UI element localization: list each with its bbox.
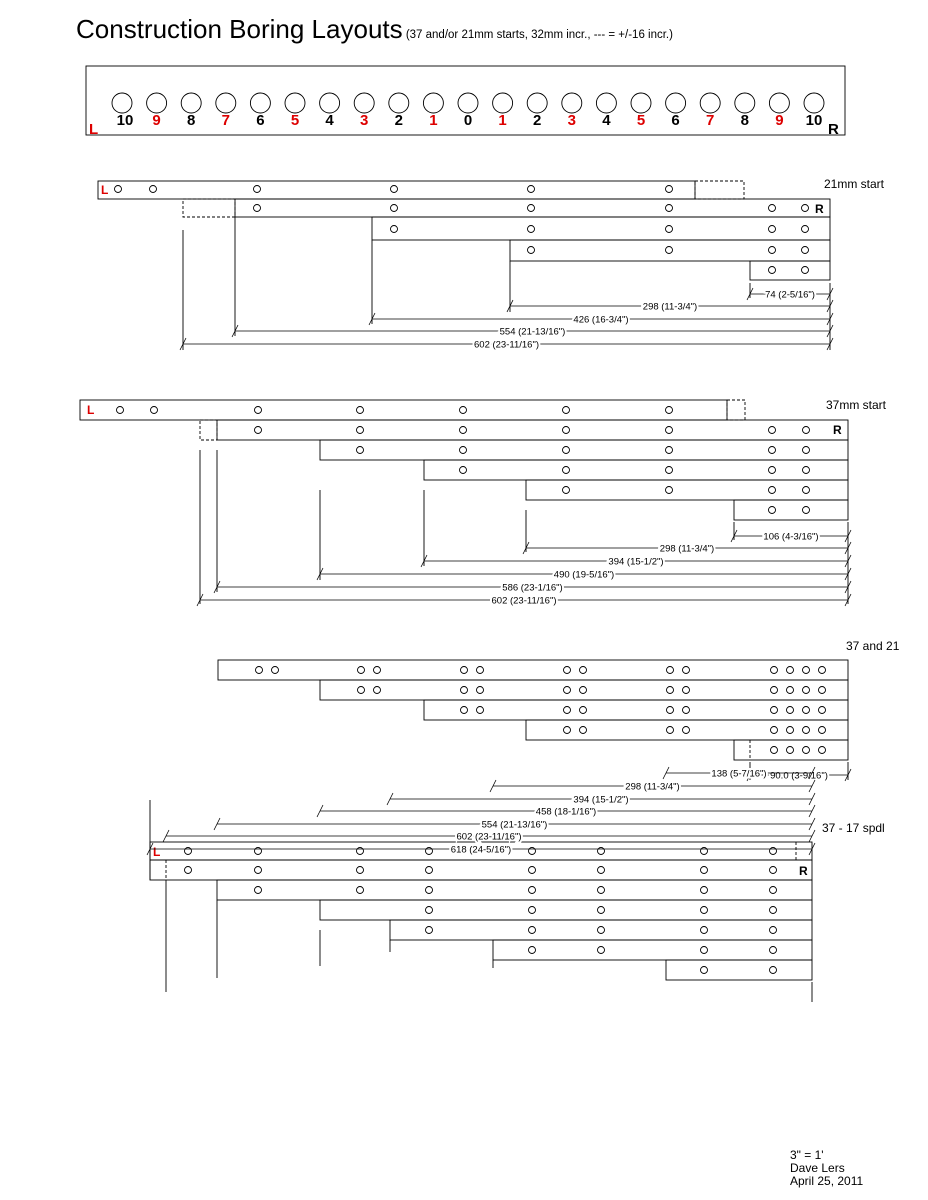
- bore-hole: [115, 186, 122, 193]
- drawing-notes: [790, 1149, 863, 1188]
- bore-hole: [529, 947, 536, 954]
- bore-hole: [147, 93, 167, 113]
- dimension-label: 426 (16-3/4"): [573, 314, 629, 326]
- dimension-label: 554 (21-13/16"): [499, 326, 566, 338]
- bore-hole: [769, 205, 776, 212]
- bore-hole: [255, 848, 262, 855]
- bore-hole: [426, 907, 433, 914]
- right-side-label: R: [799, 864, 808, 878]
- bore-hole: [666, 447, 673, 454]
- bore-hole: [701, 907, 708, 914]
- bore-hole: [769, 487, 776, 494]
- bore-hole: [426, 848, 433, 855]
- bore-hole: [802, 267, 809, 274]
- bore-hole: [461, 707, 468, 714]
- panel-strip: [734, 740, 848, 760]
- bore-hole: [819, 747, 826, 754]
- scale-number: 2: [394, 112, 403, 129]
- dimension-label: 394 (15-1/2"): [573, 794, 629, 806]
- dimension-label: 298 (11-3/4"): [625, 781, 680, 793]
- bore-hole: [667, 707, 674, 714]
- dimension-label: 554 (21-13/16"): [481, 819, 548, 831]
- dimension-label: 74 (2-5/16"): [765, 289, 815, 301]
- author-note: Dave Lers: [790, 1161, 845, 1175]
- bore-hole: [803, 487, 810, 494]
- bore-hole: [254, 205, 261, 212]
- dashed-extension: [695, 181, 744, 199]
- scale-number: 6: [671, 112, 680, 129]
- bore-hole: [528, 226, 535, 233]
- panel-strip: [217, 880, 812, 900]
- scale-bar: [86, 66, 845, 138]
- bore-hole: [357, 867, 364, 874]
- dashed-extension: [727, 400, 745, 420]
- bore-hole: [563, 467, 570, 474]
- panel-strip: [320, 680, 848, 700]
- scale-number: 9: [152, 112, 161, 129]
- scale-number: 0: [463, 112, 473, 129]
- bore-hole: [357, 427, 364, 434]
- bore-hole: [598, 947, 605, 954]
- bore-hole: [770, 907, 777, 914]
- bore-hole: [802, 226, 809, 233]
- panel-strip: [217, 420, 848, 440]
- panel-strip: [526, 720, 848, 740]
- bore-hole: [666, 205, 673, 212]
- bore-hole: [580, 727, 587, 734]
- dimension-label: 106 (4-3/16"): [763, 531, 819, 543]
- bore-hole: [803, 747, 810, 754]
- bore-hole: [683, 687, 690, 694]
- bore-hole: [701, 947, 708, 954]
- bore-hole: [683, 727, 690, 734]
- panel-strip: [98, 181, 695, 199]
- bore-hole: [771, 727, 778, 734]
- bore-hole: [701, 867, 708, 874]
- panel-strip: [320, 900, 812, 920]
- bore-hole: [529, 848, 536, 855]
- bore-hole: [493, 93, 513, 113]
- bore-hole: [527, 93, 547, 113]
- scale-number: 1: [429, 112, 438, 129]
- bore-hole: [666, 186, 673, 193]
- dimension-label: 394 (15-1/2"): [608, 556, 664, 568]
- bore-hole: [819, 727, 826, 734]
- panel-strip: [424, 700, 848, 720]
- dimension-label: 602 (23-11/16"): [491, 595, 557, 607]
- bore-hole: [374, 687, 381, 694]
- bore-hole: [458, 93, 478, 113]
- bore-hole: [787, 727, 794, 734]
- bore-hole: [528, 205, 535, 212]
- bore-hole: [580, 667, 587, 674]
- bore-hole: [391, 186, 398, 193]
- bore-hole: [771, 747, 778, 754]
- dimension-label: 602 (23-11/16"): [474, 339, 539, 351]
- bore-hole: [819, 707, 826, 714]
- bore-hole: [357, 887, 364, 894]
- bore-hole: [250, 93, 270, 113]
- bore-hole: [598, 848, 605, 855]
- bore-hole: [666, 427, 673, 434]
- bore-hole: [598, 887, 605, 894]
- scale-number: 8: [187, 112, 196, 129]
- bore-hole: [787, 707, 794, 714]
- bore-hole: [460, 407, 467, 414]
- bore-hole: [563, 427, 570, 434]
- bore-hole: [426, 927, 433, 934]
- bore-hole: [255, 887, 262, 894]
- bore-hole: [769, 447, 776, 454]
- bore-hole: [769, 226, 776, 233]
- bore-hole: [770, 867, 777, 874]
- dashed-extension: [183, 199, 235, 217]
- bore-hole: [770, 927, 777, 934]
- bore-hole: [563, 407, 570, 414]
- scale-number: 4: [602, 112, 611, 129]
- left-side-label: L: [153, 845, 161, 859]
- scale-number: 10: [116, 112, 134, 129]
- bore-hole: [771, 687, 778, 694]
- bore-hole: [150, 186, 157, 193]
- bore-hole: [272, 667, 279, 674]
- bore-hole: [528, 247, 535, 254]
- bore-hole: [461, 687, 468, 694]
- bore-hole: [529, 907, 536, 914]
- bore-hole: [819, 687, 826, 694]
- panel-strip: [424, 460, 848, 480]
- panel-strip: [734, 500, 848, 520]
- bore-hole: [477, 667, 484, 674]
- bore-hole: [769, 507, 776, 514]
- bore-hole: [769, 467, 776, 474]
- left-side-label: L: [101, 183, 109, 197]
- bore-hole: [803, 467, 810, 474]
- bore-hole: [701, 887, 708, 894]
- bore-hole: [683, 667, 690, 674]
- section-37-17-spindle: [147, 767, 885, 1002]
- bore-hole: [564, 727, 571, 734]
- bore-hole: [770, 967, 777, 974]
- bore-hole: [460, 447, 467, 454]
- bore-hole: [666, 247, 673, 254]
- bore-hole: [391, 226, 398, 233]
- bore-hole: [580, 687, 587, 694]
- scale-number: 9: [775, 112, 784, 129]
- section-label: 37 and 21: [846, 639, 900, 653]
- section-21mm-start: [98, 177, 885, 351]
- right-side-label: R: [815, 202, 824, 216]
- section-37-and-21: [218, 639, 900, 782]
- bore-hole: [562, 93, 582, 113]
- bore-hole: [802, 205, 809, 212]
- right-side-label: R: [833, 423, 842, 437]
- bore-hole: [563, 487, 570, 494]
- panel-strip: [150, 860, 812, 880]
- bore-hole: [787, 687, 794, 694]
- bore-hole: [564, 667, 571, 674]
- left-side-label: L: [87, 403, 95, 417]
- title-subtitle: (37 and/or 21mm starts, 32mm incr., --- = +/-16 incr.): [402, 29, 673, 41]
- bore-hole: [770, 947, 777, 954]
- scale-number: 10: [805, 112, 823, 129]
- scale-number: 3: [567, 112, 576, 129]
- bore-hole: [112, 93, 132, 113]
- dimension-label: 90.0 (3-9/16"): [770, 770, 828, 782]
- bore-hole: [528, 186, 535, 193]
- bore-hole: [769, 93, 789, 113]
- scale-number: 5: [290, 112, 300, 129]
- bore-hole: [771, 667, 778, 674]
- bore-hole: [460, 427, 467, 434]
- dimension-label: 298 (11-3/4"): [659, 543, 715, 555]
- bore-hole: [461, 667, 468, 674]
- bore-hole: [254, 186, 261, 193]
- right-side-label: R: [828, 121, 839, 138]
- dimension-label: 138 (5-7/16"): [711, 768, 767, 780]
- scale-number: 7: [706, 112, 715, 129]
- bore-hole: [803, 707, 810, 714]
- panel-strip: [390, 920, 812, 940]
- scale-number: 6: [256, 112, 265, 129]
- bore-hole: [117, 407, 124, 414]
- bore-hole: [285, 93, 305, 113]
- scale-number: 2: [533, 112, 542, 129]
- bore-hole: [666, 226, 673, 233]
- bore-hole: [701, 967, 708, 974]
- bore-hole: [803, 427, 810, 434]
- scale-number: 5: [636, 112, 646, 129]
- panel-strip: [493, 940, 812, 960]
- bore-hole: [358, 687, 365, 694]
- bore-hole: [358, 667, 365, 674]
- scale-number: 8: [740, 112, 749, 129]
- dimension-label: 490 (19-5/16"): [553, 569, 615, 581]
- bore-hole: [596, 93, 616, 113]
- bore-hole: [320, 93, 340, 113]
- bore-hole: [181, 93, 201, 113]
- bore-hole: [151, 407, 158, 414]
- panel-strip: [218, 660, 848, 680]
- left-side-label: L: [89, 121, 99, 138]
- section-37mm-start: [80, 398, 887, 607]
- bore-hole: [256, 667, 263, 674]
- bore-hole: [357, 407, 364, 414]
- bore-hole: [426, 867, 433, 874]
- bore-hole: [770, 887, 777, 894]
- bore-hole: [354, 93, 374, 113]
- bore-hole: [804, 93, 824, 113]
- bore-hole: [803, 687, 810, 694]
- scale-number: 4: [325, 112, 334, 129]
- bore-hole: [666, 407, 673, 414]
- title-main: Construction Boring Layouts: [76, 14, 403, 44]
- bore-hole: [357, 848, 364, 855]
- bore-hole: [529, 867, 536, 874]
- bore-hole: [529, 887, 536, 894]
- panel-strip: [372, 217, 830, 240]
- bore-hole: [769, 427, 776, 434]
- bore-hole: [477, 687, 484, 694]
- bore-hole: [255, 407, 262, 414]
- panel-strip: [750, 261, 830, 280]
- bore-hole: [666, 487, 673, 494]
- bore-hole: [564, 707, 571, 714]
- bore-hole: [389, 93, 409, 113]
- bore-hole: [391, 205, 398, 212]
- panel-strip: [80, 400, 727, 420]
- panel-strip: [235, 199, 830, 217]
- bore-hole: [803, 507, 810, 514]
- dimension-label: 602 (23-11/16"): [456, 831, 522, 843]
- bore-hole: [563, 447, 570, 454]
- scale-number: 3: [360, 112, 369, 129]
- bore-hole: [666, 93, 686, 113]
- bore-hole: [423, 93, 443, 113]
- scale-note: 3" = 1': [790, 1148, 824, 1162]
- bore-hole: [683, 707, 690, 714]
- bore-hole: [580, 707, 587, 714]
- section-label: 37mm start: [826, 398, 887, 412]
- bore-hole: [255, 867, 262, 874]
- bore-hole: [667, 727, 674, 734]
- bore-hole: [769, 247, 776, 254]
- section-label: 37 - 17 spdl: [822, 821, 885, 835]
- bore-hole: [701, 927, 708, 934]
- bore-hole: [564, 687, 571, 694]
- scale-number: 1: [498, 112, 507, 129]
- bore-hole: [255, 427, 262, 434]
- bore-hole: [819, 667, 826, 674]
- bore-hole: [598, 867, 605, 874]
- panel-strip: [526, 480, 848, 500]
- bore-hole: [803, 667, 810, 674]
- bore-hole: [374, 667, 381, 674]
- bore-hole: [700, 93, 720, 113]
- date-note: April 25, 2011: [790, 1174, 864, 1188]
- bore-hole: [426, 887, 433, 894]
- dimension-label: 586 (23-1/16"): [502, 582, 563, 594]
- bore-hole: [185, 867, 192, 874]
- bore-hole: [769, 267, 776, 274]
- bore-hole: [598, 927, 605, 934]
- bore-hole: [666, 467, 673, 474]
- bore-hole: [787, 747, 794, 754]
- bore-hole: [802, 247, 809, 254]
- scale-number: 7: [221, 112, 230, 129]
- dashed-extension: [200, 420, 217, 440]
- bore-hole: [770, 848, 777, 855]
- panel-strip: [510, 240, 830, 261]
- bore-hole: [460, 467, 467, 474]
- dimension-label: 298 (11-3/4"): [642, 301, 698, 313]
- bore-hole: [529, 927, 536, 934]
- bore-hole: [803, 447, 810, 454]
- section-label: 21mm start: [824, 177, 885, 191]
- panel-strip: [666, 960, 812, 980]
- dimension-label: 618 (24-5/16"): [450, 844, 512, 856]
- bore-hole: [216, 93, 236, 113]
- bore-hole: [598, 907, 605, 914]
- bore-hole: [803, 727, 810, 734]
- bore-hole: [667, 667, 674, 674]
- bore-hole: [357, 447, 364, 454]
- dimension-label: 458 (18-1/16"): [535, 806, 597, 818]
- bore-hole: [631, 93, 651, 113]
- bore-hole: [771, 707, 778, 714]
- bore-hole: [787, 667, 794, 674]
- bore-hole: [185, 848, 192, 855]
- bore-hole: [477, 707, 484, 714]
- bore-hole: [667, 687, 674, 694]
- bore-hole: [735, 93, 755, 113]
- bore-hole: [701, 848, 708, 855]
